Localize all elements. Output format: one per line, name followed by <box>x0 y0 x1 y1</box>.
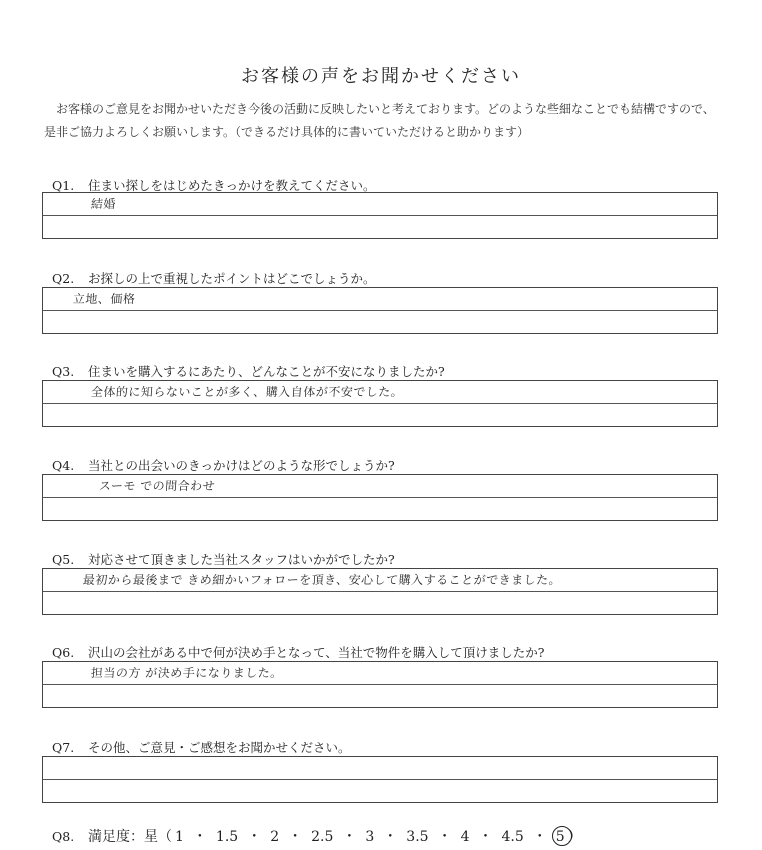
form-title: お客様の声をお聞かせください <box>241 66 521 87</box>
answer-line <box>43 684 717 685</box>
answer-box-6[interactable] <box>42 661 718 708</box>
rating-option-4[interactable]: 4 <box>460 829 470 845</box>
rating-separator: ・ <box>437 829 452 845</box>
answer-box-7[interactable] <box>42 756 718 803</box>
answer-box-2[interactable] <box>42 287 718 334</box>
answer-text-3: 全体的に知らないことが多く、購入自体が不安でした。 <box>90 385 404 399</box>
rating-option-4-5[interactable]: 4.5 <box>501 829 524 845</box>
question-7 <box>52 738 351 756</box>
answer-box-5[interactable] <box>42 568 718 615</box>
rating-option-1-5[interactable]: 1.5 <box>215 829 239 845</box>
answer-text-6: 担当の方 が決め手になりました。 <box>90 666 284 680</box>
question-4 <box>52 456 395 474</box>
question-number: Q5. <box>52 552 75 567</box>
answer-line <box>43 591 717 592</box>
question-text: 住まい探しをはじめたきっかけを教えてください。 <box>88 178 376 193</box>
answer-line <box>43 310 717 311</box>
answer-box-1[interactable] <box>42 192 718 239</box>
rating-option-3[interactable]: 3 <box>365 829 375 845</box>
rating-separator: ・ <box>288 829 303 845</box>
answer-line <box>43 215 717 216</box>
rating-option-2-5[interactable]: 2.5 <box>311 829 334 845</box>
question-text: その他、ご意見・ご感想をお聞かせください。 <box>88 740 351 755</box>
question-text: 住まいを購入するにあたり、どんなことが不安になりましたか? <box>88 364 445 379</box>
answer-text-2: 立地、価格 <box>72 292 136 306</box>
rating-separator: ・ <box>478 829 493 845</box>
rating-separator: ・ <box>247 829 262 845</box>
question-number: Q1. <box>52 178 75 193</box>
question-number: Q6. <box>52 645 75 660</box>
rating-option-2[interactable]: 2 <box>270 829 280 845</box>
rating-options <box>172 829 568 845</box>
rating-separator: ・ <box>383 829 398 845</box>
rating-separator: ・ <box>192 829 207 845</box>
satisfaction-close: ） <box>567 829 582 845</box>
question-6 <box>52 643 544 661</box>
answer-text-4: スーモ での問合わせ <box>98 479 216 493</box>
answer-text-5: 最初から最後まで きめ細かいフォローを頂き、安心して購入することができました。 <box>82 573 562 587</box>
question-number: Q2. <box>52 271 75 286</box>
answer-line <box>43 779 717 780</box>
question-number: Q4. <box>52 458 75 473</box>
question-3 <box>52 362 445 380</box>
intro-text: お客様のご意見をお聞かせいただき今後の活動に反映したいと考えております。どのような些細なことでも結構ですので、是非ご協力よろしくお願いします。（できるだけ具体的に書いていただけると助かります） <box>44 102 715 139</box>
rating-option-5[interactable]: 5 <box>555 829 565 845</box>
answer-box-4[interactable] <box>42 474 718 521</box>
question-text: 当社との出会いのきっかけはどのような形でしょうか? <box>88 458 395 473</box>
satisfaction-label: 満足度：星（ <box>88 829 172 845</box>
question-text: 対応させて頂きました当社スタッフはいかがでしたか? <box>88 552 395 567</box>
satisfaction-row <box>52 826 582 846</box>
rating-option-1[interactable]: 1 <box>175 829 184 845</box>
question-2 <box>52 269 376 287</box>
rating-separator: ・ <box>532 829 547 845</box>
question-number: Q8. <box>52 829 75 844</box>
question-number: Q7. <box>52 740 75 755</box>
rating-separator: ・ <box>342 829 357 845</box>
rating-option-3-5[interactable]: 3.5 <box>406 829 429 845</box>
question-text: お探しの上で重視したポイントはどこでしょうか。 <box>88 271 376 286</box>
question-number: Q3. <box>52 364 75 379</box>
answer-box-3[interactable] <box>42 380 718 427</box>
question-5 <box>52 550 395 568</box>
answer-line <box>43 497 717 498</box>
question-text: 沢山の会社がある中で何が決め手となって、当社で物件を購入して頂けましたか? <box>88 645 545 660</box>
answer-text-1: 結婚 <box>90 197 117 211</box>
answer-line <box>43 403 717 404</box>
